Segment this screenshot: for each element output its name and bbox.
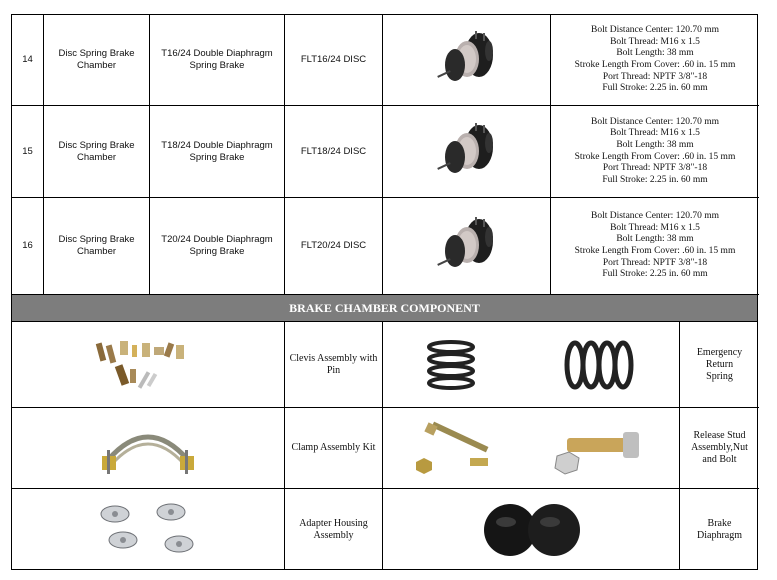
component-name-line: Assembly (313, 529, 354, 541)
bolt-image (553, 418, 653, 478)
component-name-line: Emergency (696, 346, 743, 358)
brake-chamber-image (427, 25, 507, 95)
spec-line: Full Stroke: 2.25 in. 60 mm (602, 269, 708, 280)
product-model-line: T20/24 Double Diaphragm (161, 234, 273, 245)
product-model (150, 198, 285, 295)
component-name-line: Release Stud (693, 430, 746, 441)
row-number-text: 16 (22, 240, 33, 251)
product-name (44, 106, 150, 198)
product-name-line: Chamber (76, 246, 117, 257)
spec-line: Bolt Distance Center: 120.70 mm (591, 25, 719, 36)
product-model-line: Spring Brake (189, 60, 245, 71)
part-number-text: FLT20/24 DISC (300, 240, 367, 251)
component-name-line: Clamp Assembly Kit (291, 442, 376, 453)
component-name (680, 408, 759, 489)
product-name (44, 198, 150, 295)
brake-chamber-image (427, 211, 507, 281)
spec-list (551, 198, 759, 295)
spec-line: Bolt Distance Center: 120.70 mm (591, 116, 719, 127)
component-image-adapter (12, 489, 285, 570)
component-name-line: Brake (707, 517, 732, 529)
part-number (285, 198, 383, 295)
product-name-line: Disc Spring Brake (58, 139, 135, 151)
component-image-springs (383, 322, 680, 408)
component-name (285, 408, 383, 489)
component-name-line: Diaphragm (697, 529, 742, 541)
row-number (12, 15, 44, 106)
adapter-housing-image (93, 500, 203, 560)
row-number (12, 106, 44, 198)
component-name (680, 322, 759, 408)
brake-chamber-image (427, 117, 507, 187)
release-stud-image (410, 418, 500, 478)
component-name-line: Pin (326, 364, 341, 376)
component-image-diaphragm (383, 489, 680, 570)
part-number-text: FLT16/24 DISC (300, 54, 367, 65)
spec-line: Port Thread: NPTF 3/8"-18 (602, 71, 708, 82)
component-name-line: Adapter Housing (299, 517, 368, 529)
product-model-line: T16/24 Double Diaphragm (161, 48, 273, 59)
spec-line: Port Thread: NPTF 3/8"-18 (602, 163, 708, 174)
spec-line: Stroke Length From Cover: .60 in. 15 mm (574, 246, 736, 256)
row-number (12, 198, 44, 295)
spec-line: Bolt Length: 38 mm (616, 48, 694, 59)
component-image-clevis (12, 322, 285, 408)
row-number-text: 14 (22, 54, 33, 65)
component-name (680, 489, 759, 570)
part-number (285, 15, 383, 106)
product-name-line: Disc Spring Brake (58, 48, 135, 59)
row-number-text: 15 (22, 145, 33, 157)
component-name-line: Spring (706, 370, 733, 382)
spec-line: Bolt Thread: M16 x 1.5 (610, 36, 700, 47)
spec-line: Stroke Length From Cover: .60 in. 15 mm (574, 60, 736, 70)
product-model-line: T18/24 Double Diaphragm (161, 139, 273, 151)
part-number (285, 106, 383, 198)
spring-image (559, 337, 639, 393)
spec-line: Stroke Length From Cover: .60 in. 15 mm (574, 151, 736, 162)
product-name-line: Chamber (76, 151, 117, 163)
spec-line: Bolt Length: 38 mm (616, 139, 694, 150)
component-image-clamp (12, 408, 285, 489)
spring-image (423, 337, 479, 393)
product-image-brake-chamber (383, 198, 551, 295)
clamp-assembly-image (98, 420, 198, 476)
product-model (150, 15, 285, 106)
spec-line: Bolt Length: 38 mm (616, 234, 694, 245)
product-model (150, 106, 285, 198)
section-title: BRAKE CHAMBER COMPONENT (289, 300, 480, 315)
spec-line: Bolt Thread: M16 x 1.5 (610, 128, 700, 139)
component-name (285, 489, 383, 570)
component-name (285, 322, 383, 408)
component-name-line: and Bolt (702, 454, 737, 465)
part-number-text: FLT18/24 DISC (300, 145, 367, 157)
product-name-line: Disc Spring Brake (58, 234, 135, 245)
product-name-line: Chamber (76, 60, 117, 71)
product-name (44, 15, 150, 106)
spec-line: Bolt Thread: M16 x 1.5 (610, 222, 700, 233)
component-image-release-stud (383, 408, 680, 489)
spec-line: Port Thread: NPTF 3/8"-18 (602, 257, 708, 268)
spec-line: Full Stroke: 2.25 in. 60 mm (602, 83, 708, 94)
section-header (12, 295, 757, 322)
product-model-line: Spring Brake (189, 246, 245, 257)
product-model-line: Spring Brake (189, 151, 245, 163)
spec-list (551, 15, 759, 106)
product-image-brake-chamber (383, 15, 551, 106)
product-image-brake-chamber (383, 106, 551, 198)
spec-list (551, 106, 759, 198)
clevis-assembly-image (88, 335, 208, 395)
component-name-line: Return (705, 358, 734, 370)
component-name-line: Assembly,Nut (691, 442, 748, 453)
product-table (11, 14, 758, 570)
brake-diaphragm-image (476, 500, 586, 560)
spec-line: Bolt Distance Center: 120.70 mm (591, 211, 719, 222)
component-name-line: Clevis Assembly with (289, 352, 378, 364)
spec-line: Full Stroke: 2.25 in. 60 mm (602, 174, 708, 185)
